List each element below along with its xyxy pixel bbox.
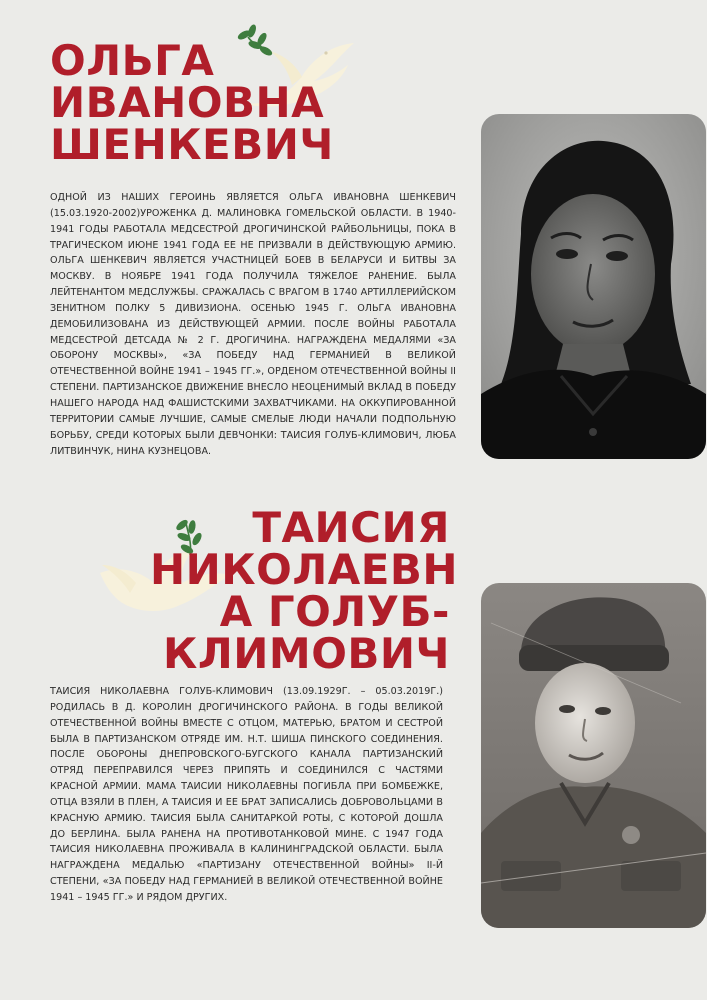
title-line: ИВАНОВНА — [50, 78, 325, 127]
hero2-name-title — [150, 503, 459, 678]
hero2-portrait-photo — [481, 583, 706, 928]
title-line: КЛИМОВИЧ — [163, 629, 450, 678]
title-line: ОЛЬГА — [50, 36, 215, 85]
hero2-biography: ТАИСИЯ НИКОЛАЕВНА ГОЛУБ-КЛИМОВИЧ (13.09.1929Г. – 05.03.2019Г.) РОДИЛАСЬ В Д. КОРОЛИН ДРОГИЧИНСКОГО РАЙОНА. В ГОДЫ ВЕЛИКОЙ ОТЕЧЕСТВЕННОЙ ВОЙНЫ ВМЕСТЕ С ОТЦОМ, МАТЕРЬЮ, БРАТОМ И СЕСТРОЙ БЫЛА В ПАРТИЗАНСКОМ ОТРЯДЕ ИМ. Н.Т. ШИША ПИНСКОГО СОЕДИНЕНИЯ. ПОСЛЕ ОБОРОНЫ ДНЕПРОВСКОГО-БУГСКОГО КАНАЛА ПАРТИЗАНСКИЙ ОТРЯД ПЕРЕПРАВИЛСЯ ЧЕРЕЗ ПРИПЯТЬ И СОЕДИНИЛСЯ С ЧАСТЯМИ КРАСНОЙ АРМИИ. МАМА ТАИСИИ НИКОЛАЕВНЫ ПОГИБЛА ПРИ БОМБЕЖКЕ, ОТЦА ВЗЯЛИ В ПЛЕН, А ТАИСИЯ И ЕЕ БРАТ ЗАПИСАЛИСЬ ДОБРОВОЛЬЦАМИ В КРАСНУЮ АРМИЮ. ТАИСИЯ БЫЛА САНИТАРКОЙ РОТЫ, С КОТОРОЙ ДОШЛА ДО БЕРЛИНА. БЫЛА РАНЕНА НА ПРОТИВОТАНКОВОЙ МИНЕ. С 1947 ГОДА ТАИСИЯ НИКОЛАЕВНА ПРОЖИВАЛА В КАЛИНИНГРАДСКОЙ ОБЛАСТИ. БЫЛА НАГРАЖДЕНА МЕДАЛЬЮ «ПАРТИЗАНУ ОТЕЧЕСТВЕННОЙ ВОЙНЫ» II-Й СТЕПЕНИ, «ЗА ПОБЕДУ НАД ГЕРМАНИЕЙ В ВЕЛИКОЙ ОТЕЧЕСТВЕННОЙ ВОЙНЕ 1941 – 1945 ГГ.» И РЯДОМ ДРУГИХ. — [50, 686, 443, 903]
title-line: А ГОЛУБ- — [219, 587, 450, 636]
hero1-name-title — [50, 36, 350, 169]
title-line: ТАИСИЯ — [252, 503, 450, 552]
hero1-portrait-photo — [481, 114, 706, 459]
title-line: ШЕНКЕВИЧ — [50, 120, 334, 169]
hero1-biography: ОДНОЙ ИЗ НАШИХ ГЕРОИНЬ ЯВЛЯЕТСЯ ОЛЬГА ИВАНОВНА ШЕНКЕВИЧ (15.03.1920-2002)УРОЖЕНКА Д. МАЛИНОВКА ГОМЕЛЬСКОЙ ОБЛАСТИ. В 1940-1941 ГОДЫ РАБОТАЛА МЕДСЕСТРОЙ ДРОГИЧИНСКОЙ РАЙБОЛЬНИЦЫ, ПОКА В ТРАГИЧЕСКОМ ИЮНЕ 1941 ГОДА ЕЕ НЕ ПРИЗВАЛИ В ДЕЙСТВУЮЩУЮ АРМИЮ. ОЛЬГА ШЕНКЕВИЧ ЯВЛЯЕТСЯ УЧАСТНИЦЕЙ БОЕВ В БЕЛАРУСИ И БИТВЫ ЗА МОСКВУ. В НОЯБРЕ 1941 ГОДА ПОЛУЧИЛА ТЯЖЕЛОЕ РАНЕНИЕ. БЫЛА ЛЕЙТЕНАНТОМ МЕДСЛУЖБЫ. СРАЖАЛАСЬ С ВРАГОМ В 1740 АРТИЛЛЕРИЙСКОМ ЗЕНИТНОМ ПОЛКУ 5 ДИВИЗИОНА. ОСЕНЬЮ 1945 Г. ОЛЬГА ИВАНОВНА ДЕМОБИЛИЗОВАНА ИЗ ДЕЙСТВУЮЩЕЙ АРМИИ. ПОСЛЕ ВОЙНЫ РАБОТАЛА МЕДСЕСТРОЙ ДЕТСАДА № 2 Г. ДРОГИЧИНА. НАГРАЖДЕНА МЕДАЛЯМИ «ЗА ОБОРОНУ МОСКВЫ», «ЗА ПОБЕДУ НАД ГЕРМАНИЕЙ В ВЕЛИКОЙ ОТЕЧЕСТВЕННОЙ ВОЙНЕ 1941 – 1945 ГГ.», ОРДЕНОМ ОТЕЧЕСТВЕННОЙ ВОЙНЫ II СТЕПЕНИ. ПАРТИЗАНСКОЕ ДВИЖЕНИЕ ВНЕСЛО НЕОЦЕНИМЫЙ ВКЛАД В ПОБЕДУ НАШЕГО НАРОДА НАД ФАШИСТСКИМИ ЗАХВАТЧИКАМИ. НА ОККУПИРОВАННОЙ ТЕРРИТОРИИ САМЫЕ ЛУЧШИЕ, САМЫЕ СМЕЛЫЕ ЛЮДИ НАЧАЛИ ПОДПОЛЬНУЮ БОРЬБУ, СРЕДИ КОТОРЫХ БЫЛИ ДЕВЧОНКИ: ТАИСИЯ ГОЛУБ-КЛИМОВИЧ, ЛЮБА ЛИТВИНЧУК, НИНА КУЗНЕЦОВА. — [50, 192, 456, 457]
title-line: НИКОЛАЕВН — [150, 545, 459, 594]
